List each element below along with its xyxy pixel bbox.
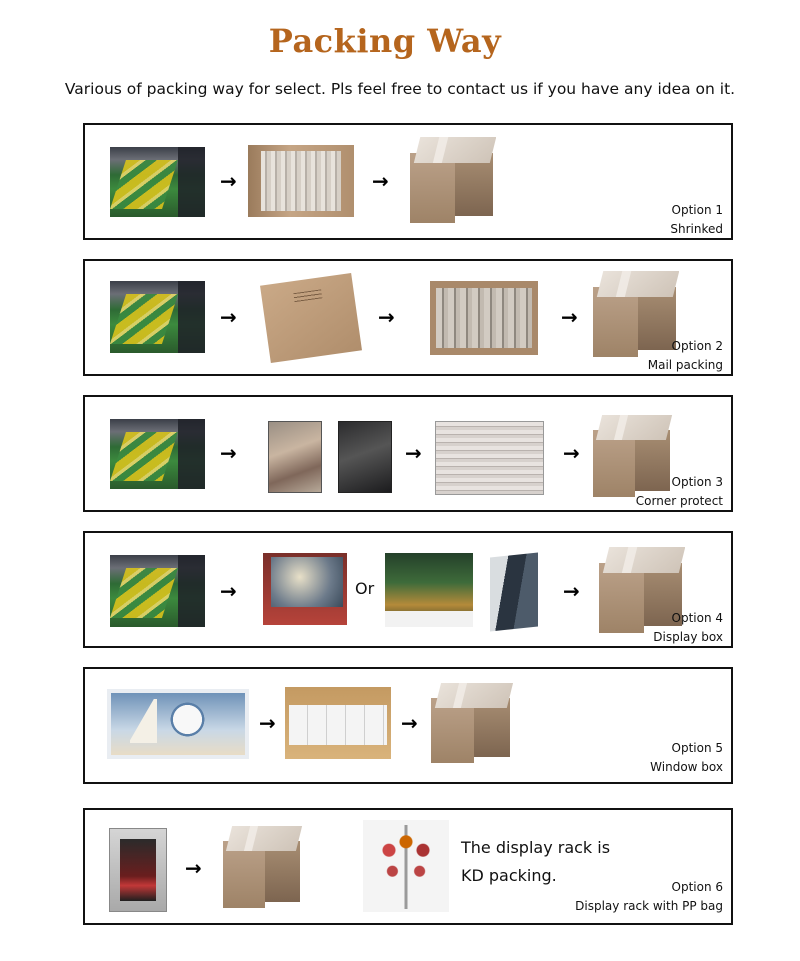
page-subtitle: Various of packing way for select. Pls feel free to contact us if you have any idea on it. <box>64 80 736 98</box>
option-5-panel <box>83 667 733 784</box>
arrow-icon: → <box>220 305 237 329</box>
arrow-icon: → <box>372 169 389 193</box>
option-number: Option 4 <box>671 611 723 625</box>
production-line-photo <box>110 419 205 489</box>
option-name: Corner protect <box>635 494 723 508</box>
arrow-icon: → <box>401 711 418 735</box>
display-box-photo <box>385 553 473 627</box>
production-line-photo <box>110 147 205 217</box>
arrow-icon: → <box>220 579 237 603</box>
production-line-photo <box>110 281 205 353</box>
arrow-icon: → <box>378 305 395 329</box>
option-name: Display rack with PP bag <box>575 899 723 913</box>
display-box-photo <box>263 553 347 625</box>
foam-packed-carton-photo <box>285 687 391 759</box>
option-5-label <box>650 739 723 777</box>
display-box-side-photo <box>490 552 538 631</box>
arrow-icon: → <box>185 856 202 880</box>
option-number: Option 6 <box>671 880 723 894</box>
mail-carton-photo <box>260 273 362 363</box>
option-4-panel <box>83 531 733 648</box>
corner-protected-canvas-photo <box>268 421 322 493</box>
window-box-photo <box>107 689 249 759</box>
arrow-icon: → <box>563 441 580 465</box>
display-rack-photo <box>363 820 449 912</box>
option-1-panel <box>83 123 733 240</box>
arrow-icon: → <box>220 169 237 193</box>
corner-protector-back-photo <box>338 421 392 493</box>
canvas-stack-photo <box>435 421 544 495</box>
option-name: Shrinked <box>670 222 723 236</box>
option-4-label <box>653 609 723 647</box>
rack-note-line-2: KD packing. <box>461 866 557 885</box>
option-6-label <box>575 878 723 916</box>
option-2-panel <box>83 259 733 376</box>
option-name: Display box <box>653 630 723 644</box>
option-number: Option 3 <box>671 475 723 489</box>
option-3-panel <box>83 395 733 512</box>
arrow-icon: → <box>220 441 237 465</box>
option-3-label <box>636 473 723 511</box>
option-2-label <box>648 337 723 375</box>
option-name: Mail packing <box>647 358 723 372</box>
arrow-icon: → <box>259 711 276 735</box>
page-title: Packing Way <box>268 22 502 60</box>
sealed-carton-photo <box>431 683 513 765</box>
open-carton-photo <box>248 145 354 217</box>
sealed-carton-photo <box>410 137 496 225</box>
pp-bag-photo <box>109 828 167 912</box>
production-line-photo <box>110 555 205 627</box>
option-number: Option 2 <box>671 339 723 353</box>
option-number: Option 5 <box>671 741 723 755</box>
sealed-carton-photo <box>223 826 303 910</box>
option-1-label <box>670 201 723 239</box>
option-number: Option 1 <box>671 203 723 217</box>
option-name: Window box <box>650 760 723 774</box>
rack-note-line-1: The display rack is <box>461 838 611 857</box>
arrow-icon: → <box>563 579 580 603</box>
open-carton-photo <box>430 281 538 355</box>
or-text: Or <box>355 579 375 598</box>
arrow-icon: → <box>561 305 578 329</box>
option-6-panel <box>83 808 733 925</box>
arrow-icon: → <box>405 441 422 465</box>
